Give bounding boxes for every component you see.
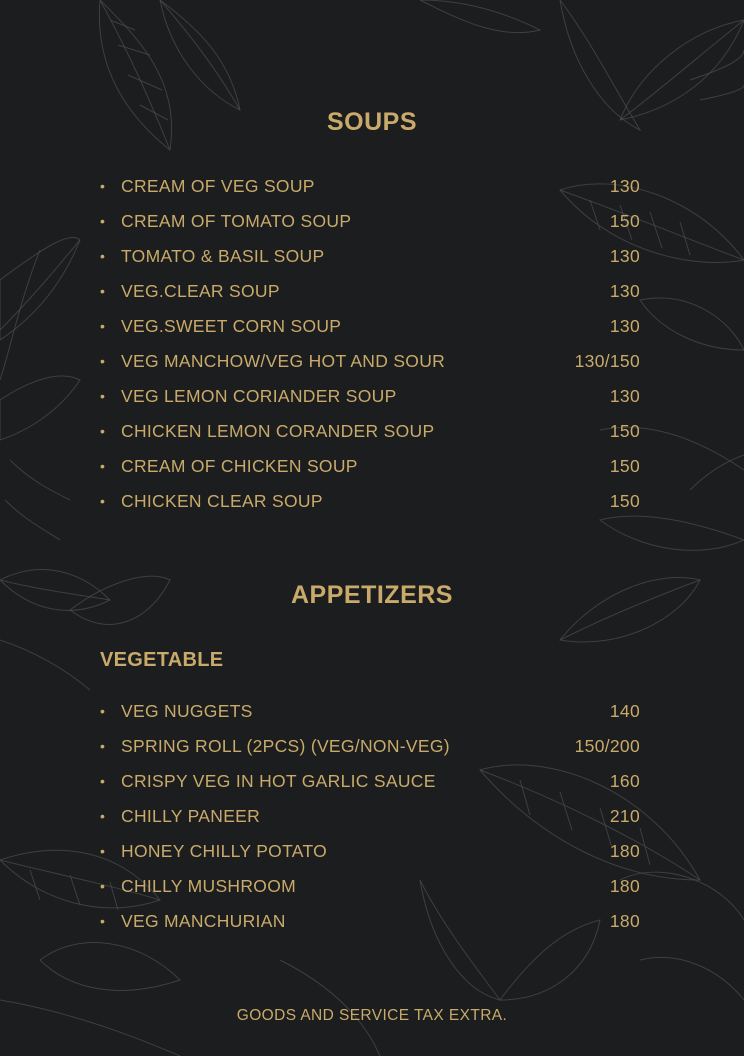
bullet-point: • (100, 283, 106, 299)
bullet-point: • (100, 318, 106, 334)
bullet-point: • (100, 388, 106, 404)
vegetable-subheading: VEGETABLE (100, 649, 224, 671)
vegetable-appetizers-list (100, 700, 640, 945)
bullet-point: • (100, 178, 106, 194)
menu-item (100, 490, 640, 525)
item-name: SPRING ROLL (2PCS) (VEG/NON-VEG) (121, 736, 450, 756)
item-price: 130 (609, 386, 640, 406)
item-name: HONEY CHILLY POTATO (121, 841, 328, 861)
bullet-point: • (100, 738, 106, 754)
menu-item (100, 455, 640, 490)
item-name: VEG LEMON CORIANDER SOUP (121, 386, 397, 406)
item-price: 180 (609, 911, 640, 931)
bullet-point: • (100, 458, 106, 474)
item-price: 150 (609, 211, 640, 231)
soups-list (100, 175, 640, 525)
menu-item (100, 420, 640, 455)
tax-note: GOODS AND SERVICE TAX EXTRA. (236, 1007, 508, 1024)
item-price: 180 (609, 876, 640, 896)
item-name: CREAM OF VEG SOUP (121, 176, 315, 196)
item-name: CRISPY VEG IN HOT GARLIC SAUCE (121, 771, 436, 791)
item-price: 160 (609, 771, 640, 791)
menu-item (100, 805, 640, 840)
item-name: VEG.CLEAR SOUP (121, 281, 280, 301)
menu-item (100, 350, 640, 385)
item-price: 150 (609, 456, 640, 476)
bullet-point: • (100, 913, 106, 929)
menu-item (100, 840, 640, 875)
bullet-point: • (100, 423, 106, 439)
menu-item (100, 280, 640, 315)
menu-item (100, 735, 640, 770)
item-price: 150 (609, 421, 640, 441)
item-name: CREAM OF CHICKEN SOUP (121, 456, 358, 476)
item-price: 180 (609, 841, 640, 861)
item-name: VEG.SWEET CORN SOUP (121, 316, 342, 336)
menu-item (100, 770, 640, 805)
menu-item (100, 175, 640, 210)
bullet-point: • (100, 878, 106, 894)
menu-item (100, 700, 640, 735)
menu-item (100, 245, 640, 280)
menu-item (100, 910, 640, 945)
bullet-point: • (100, 843, 106, 859)
item-name: VEG NUGGETS (121, 701, 253, 721)
item-name: TOMATO & BASIL SOUP (121, 246, 325, 266)
menu-item (100, 875, 640, 910)
bullet-point: • (100, 808, 106, 824)
bullet-point: • (100, 703, 106, 719)
menu-item (100, 385, 640, 420)
bullet-point: • (100, 493, 106, 509)
item-name: CHICKEN CLEAR SOUP (121, 491, 323, 511)
menu-item (100, 315, 640, 350)
item-price: 150 (609, 491, 640, 511)
bullet-point: • (100, 213, 106, 229)
item-name: VEG MANCHOW/VEG HOT AND SOUR (121, 351, 446, 371)
bullet-point: • (100, 353, 106, 369)
item-price: 130 (609, 316, 640, 336)
item-price: 130 (609, 176, 640, 196)
item-name: CREAM OF TOMATO SOUP (121, 211, 352, 231)
item-name: CHILLY MUSHROOM (121, 876, 296, 896)
item-price: 150/200 (574, 736, 640, 756)
appetizers-title: APPETIZERS (291, 581, 453, 609)
bullet-point: • (100, 248, 106, 264)
item-price: 140 (609, 701, 640, 721)
item-name: CHICKEN LEMON CORANDER SOUP (121, 421, 435, 441)
item-price: 130/150 (574, 351, 640, 371)
menu-item (100, 210, 640, 245)
item-price: 130 (609, 281, 640, 301)
item-price: 130 (609, 246, 640, 266)
item-price: 210 (609, 806, 640, 826)
item-name: CHILLY PANEER (121, 806, 261, 826)
bullet-point: • (100, 773, 106, 789)
soups-title: SOUPS (326, 108, 418, 136)
item-name: VEG MANCHURIAN (121, 911, 286, 931)
